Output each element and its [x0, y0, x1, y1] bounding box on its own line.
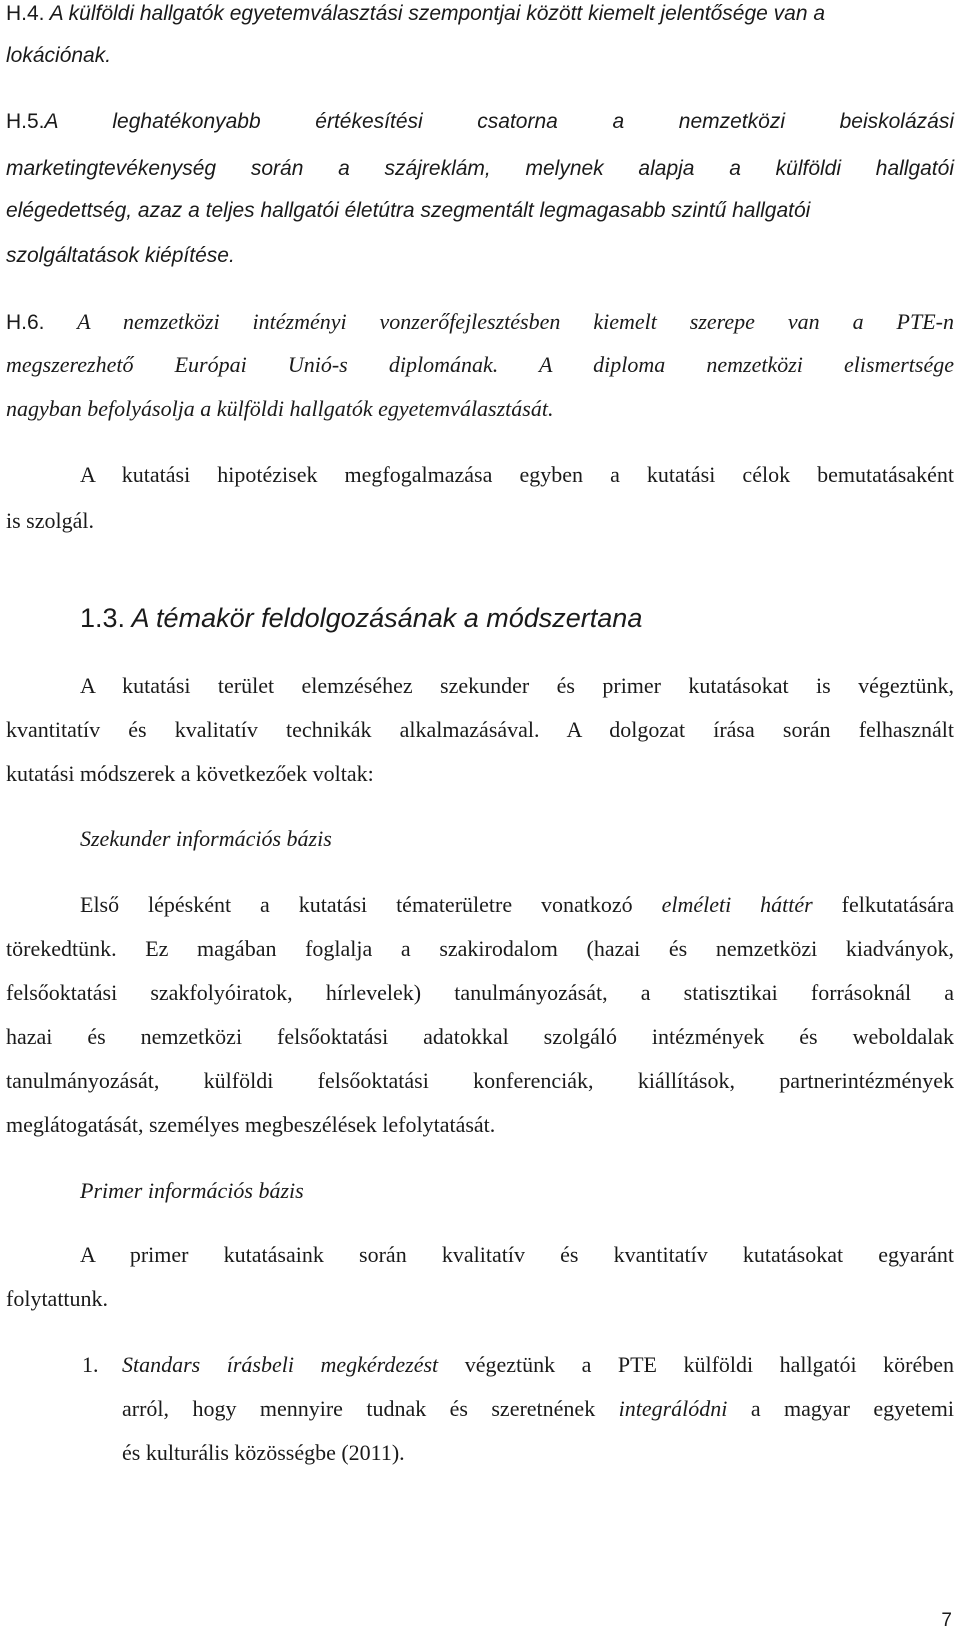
secondary-emphasis: elméleti háttér [661, 892, 813, 917]
intro-line1: A kutatási terület elemzéséhez szekunder és primer kutatásokat is végeztünk, [80, 673, 954, 698]
list-emphasis: Standars írásbeli megkérdezést [122, 1352, 439, 1377]
hypothesis-h4-line2: lokációnak. [6, 44, 112, 67]
list-item-line3: és kulturális közösségbe (2011). [122, 1440, 405, 1465]
intro-line2: kvantitatív és kvalitatív technikák alkalmazásával. A dolgozat írása során felhasznált [6, 717, 954, 742]
secondary-text: felkutatására [841, 892, 954, 917]
secondary-line4: hazai és nemzetközi felsőoktatási adatokkal szolgáló intézmények és weboldalak [6, 1024, 954, 1049]
hypothesis-note-line1: A kutatási hipotézisek megfogalmazása egyben a kutatási célok bemutatásaként [80, 462, 954, 487]
section-number: 1.3. [80, 603, 126, 633]
hypothesis-h6-line2: megszerezhető Európai Unió-s diplomának. A diploma nemzetközi elismertsége [6, 352, 954, 377]
primary-heading: Primer információs bázis [80, 1178, 304, 1203]
secondary-line1 [80, 892, 954, 918]
hypothesis-text: A nemzetközi intézményi vonzerőfejlesztésben kiemelt szerepe van a PTE-n [77, 309, 954, 334]
page-number: 7 [941, 1610, 952, 1631]
secondary-line2: törekedtünk. Ez magában foglalja a szakirodalom (hazai és nemzetközi kiadványok, [6, 936, 954, 961]
secondary-line6: meglátogatását, személyes megbeszélések lefolytatását. [6, 1112, 496, 1137]
secondary-text: Első lépésként a kutatási tématerületre vonatkozó [80, 892, 633, 917]
secondary-heading: Szekunder információs bázis [80, 826, 332, 851]
hypothesis-text: A leghatékonyabb értékesítési csatorna a nemzetközi beiskolázási [44, 110, 954, 133]
hypothesis-number: H.4. [6, 2, 45, 25]
list-text: végeztünk a PTE külföldi hallgatói körében [464, 1352, 955, 1377]
list-text: arról, hogy mennyire tudnak és szeretnének [122, 1396, 596, 1421]
hypothesis-h5-line1 [6, 109, 954, 135]
hypothesis-h6-line3: nagyban befolyásolja a külföldi hallgatók egyetemválasztását. [6, 396, 554, 421]
hypothesis-h5-line2: marketingtevékenység során a szájreklám, melynek alapja a külföldi hallgatói [6, 157, 954, 180]
list-item-line2 [122, 1396, 954, 1422]
secondary-line5: tanulmányozását, külföldi felsőoktatási konferenciák, kiállítások, partnerintézmények [6, 1068, 954, 1093]
primary-line2: folytattunk. [6, 1286, 109, 1311]
hypothesis-number: H.5. [6, 110, 45, 133]
intro-line3: kutatási módszerek a következőek voltak: [6, 761, 374, 786]
hypothesis-note-line2: is szolgál. [6, 508, 94, 533]
hypothesis-h5-line4: szolgáltatások kiépítése. [6, 244, 235, 267]
hypothesis-text: A külföldi hallgatók egyetemválasztási szempontjai között kiemelt jelentősége van a [49, 2, 826, 25]
hypothesis-h4-line1 [6, 1, 825, 27]
section-title: A témakör feldolgozásának a módszertana [131, 603, 643, 633]
list-item-line1 [122, 1352, 954, 1378]
hypothesis-h5-line3: elégedettség, azaz a teljes hallgatói életútra szegmentált legmagasabb szintű hallgatói [6, 199, 811, 222]
primary-line1: A primer kutatásaink során kvalitatív és kvantitatív kutatásokat egyaránt [80, 1242, 954, 1267]
list-text: a magyar egyetemi [750, 1396, 955, 1421]
secondary-line3: felsőoktatási szakfolyóiratok, hírlevelek) tanulmányozását, a statisztikai forrásoknál a [6, 980, 954, 1005]
hypothesis-number: H.6. [6, 311, 45, 334]
list-item-number: 1. [82, 1352, 99, 1377]
list-emphasis: integrálódni [618, 1396, 728, 1421]
section-heading [80, 602, 642, 634]
hypothesis-h6-line1 [6, 309, 954, 336]
